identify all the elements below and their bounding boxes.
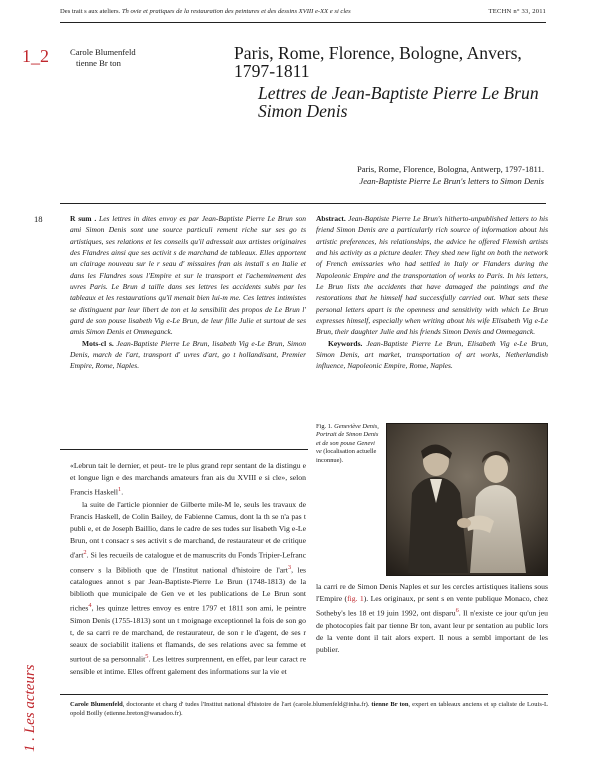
footnote-author: tienne Br ton bbox=[371, 701, 409, 708]
author-name: tienne Br ton bbox=[76, 58, 121, 68]
footnote-author: Carole Blumenfeld bbox=[70, 701, 123, 708]
body-column-right bbox=[316, 581, 548, 656]
abstract-label: Abstract. bbox=[316, 214, 349, 223]
abstract-english bbox=[316, 213, 548, 372]
footnote-rule bbox=[60, 694, 548, 695]
figure-label: Fig. 1. bbox=[316, 423, 335, 430]
figure-caption bbox=[316, 423, 382, 465]
body-rule bbox=[60, 449, 308, 450]
footnote-ref[interactable]: 2 bbox=[83, 548, 87, 556]
figure-title: Geneviève Denis, Portrait de Simon Denis et de son pouse Genevi ve bbox=[316, 423, 379, 456]
footnote-ref[interactable]: 4 bbox=[88, 602, 92, 610]
author-footnote: Carole Blumenfeld, doctorante et charg d' tudes l'Institut national d'histoire de l'art (carole.blumenfeld@inha.fr). tienne Br ton, expert en tableaux anciens et sp cialiste de Louis-L opold Boilly (etienne.breton@wanadoo.fr). bbox=[70, 701, 548, 717]
journal-section-title: Des trait s aux ateliers. bbox=[60, 8, 122, 15]
figure-location: (localisation actuelle inconnue). bbox=[316, 448, 377, 464]
author-name: Carole Blumenfeld bbox=[70, 47, 136, 57]
footnote-ref[interactable]: 3 bbox=[287, 563, 292, 571]
journal-section-subtitle: Th ovie et pratiques de la restauration des peintures et des dessins XVIII e-XX e si cles bbox=[121, 8, 351, 15]
keywords-label: Keywords. bbox=[328, 338, 367, 348]
body-column-left bbox=[70, 460, 306, 678]
page-number: 18 bbox=[34, 214, 43, 224]
body-paragraph: la carri re de Simon Denis Naples et sur les cercles artistiques italiens sous l'Empire (fig. 1). Les originaux, pr sent s en vente publique Monaco, chez Sotheby's les 18 et 19 juin 1992, ont disparu$^6$. Il n'existe ce jour qu'un jeu de photocopies fait par tienne Br ton, avant leur pr sentation au public lors de la vente dont il tait alors expert. Il nous a sembl important de les publier. bbox=[316, 582, 549, 654]
article-title: Paris, Rome, Florence, Bologne, Anvers, 1797-1811 bbox=[234, 43, 522, 81]
abstract-french bbox=[70, 213, 306, 372]
keywords-label: Mots-cl s. bbox=[82, 338, 117, 348]
figure-ref[interactable]: fig. 1 bbox=[347, 594, 364, 604]
abstract-label: R sum . bbox=[70, 214, 100, 223]
abstract-text: Les lettres in dites envoy es par Jean-Baptiste Pierre Le Brun son ami Simon Denis sont une source particuli rement riche sur ses go ts artistiques, ses relations et les conseils qu'il adressait aux artistes originaires des Flandres ainsi que ses activit s de marchand de tableaux. Elles apportent un clairage nouveau sur le r seau d' missaires fran ais install s en Italie et dans les Flandres sous l'Empire et sur le transport et l'acheminement des uvres Paris. Le Brun d taille dans ses lettres les accidents subis par les tableaux et les restaurations qu'il menait bien lui-m me. Ces lettres intimistes se distinguent par leur libert de ton et la sensibilit des propos de Le Brun l' gard de son pouse lisabeth Vig e-Le Brun, de leur fille Julie et surtout de ses amis Simon Denis et Ommeganck. bbox=[70, 214, 306, 337]
section-number: 1_2 bbox=[22, 46, 49, 66]
keywords-text: Jean-Baptiste Pierre Le Brun, lisabeth Vig e-Le Brun, Simon Denis, march de l'art, transport d' uvres d'art, go t hollandisant, Premier Empire, Rome, Naples. bbox=[70, 338, 306, 371]
english-title-line: Jean-Baptiste Pierre Le Brun's letters to Simon Denis bbox=[359, 175, 544, 186]
running-header bbox=[60, 8, 546, 22]
footnote-ref[interactable]: 6 bbox=[455, 607, 459, 615]
running-header-left bbox=[60, 8, 351, 15]
article-subtitle: Lettres de Jean-Baptiste Pierre Le Brun Simon Denis bbox=[258, 83, 539, 121]
header-rule bbox=[60, 22, 546, 23]
english-title-line: Paris, Rome, Florence, Bologna, Antwerp, 1797-1811. bbox=[356, 164, 544, 174]
body-paragraph: «Lebrun tait le dernier, et peut- tre le plus grand repr sentant de la distingu e et longue lign e des marchands amateurs fran ais du XVIII e si cle», selon Francis Haskell$^1$. bbox=[70, 461, 306, 497]
authors-block bbox=[70, 47, 136, 69]
footnote-ref[interactable]: 5 bbox=[145, 652, 149, 660]
footnote-ref[interactable]: 1 bbox=[118, 486, 122, 494]
journal-issue: TECHN n° 33, 2011 bbox=[488, 8, 546, 15]
body-paragraph: la suite de l'article pionnier de Gilberte mile-M le, seuls les travaux de Francis Haskell, de Colin Bailey, de Fabienne Camus, dont la th se n'a pas t publi e, et de Joseph Baillio, dans le cadre de ses tudes sur lisabeth Vig e-Le Brun, ont t consacr s ses activit s de marchand, de restaurateur et de critique d'art$^2$. Si les recueils de catalogue et de manuscrits du Fonds Tripier-Lefranc conserv s la Biblioth que de l'Institut national d'histoire de l'art$^3$, les catalogues annot s par Jean-Baptiste-Pierre Le Brun (1748-1813) de la biblioth que municipale de Gen ve et les publications de Le Brun sont riches$^4$, les quinze lettres envoy es entre 1797 et 1811 son ami, le peintre Simon Denis (1755-1813) sont un t moignage exceptionnel la fois de son go t, de sa carri re de marchand, de restaurateur, de son r le d'agent, de ses r seaux de sociabilit italiens et flamands, de ses relations avec sa femme et surtout de sa personnalit$^5$. Les lettres surprennent, en effet, par leur caract re sensible et intime. Elles offrent galement des informations sur la vie et bbox=[70, 499, 306, 676]
abstract-rule bbox=[60, 203, 546, 204]
section-side-label: 1 . Les acteurs bbox=[22, 664, 38, 752]
english-title bbox=[300, 164, 544, 187]
keywords-text: Jean-Baptiste Pierre Le Brun, Elisabeth Vig e-Le Brun, Simon Denis, art market, transportation of art works, Netherlandish influence, Napoleonic Empire, Rome, Naples. bbox=[316, 338, 548, 371]
figure-painting bbox=[386, 423, 548, 576]
abstract-text: Jean-Baptiste Pierre Le Brun's hitherto-unpublished letters to his friend Simon Denis are a particularly rich source of information about his artistic preferences, his relationships, the advice he offered Flemish artists and his activity as a picture dealer. They shed new light on both the network of French emissaries who had settled in Italy or Flanders during the Napoleonic Empire and the transportation of works to Paris. In his letters, Le Brun lists the accidents that have damaged the paintings and the restorations that he himself had successfully carried out. What sets these personal letters apart is the openness and sensitivity with which Le Brun expresses himself, especially when writing about his wife Elisabeth Vig e-Le Brun, their daughter Julie and his friends Simon Denis and Ommeganck. bbox=[316, 214, 548, 337]
